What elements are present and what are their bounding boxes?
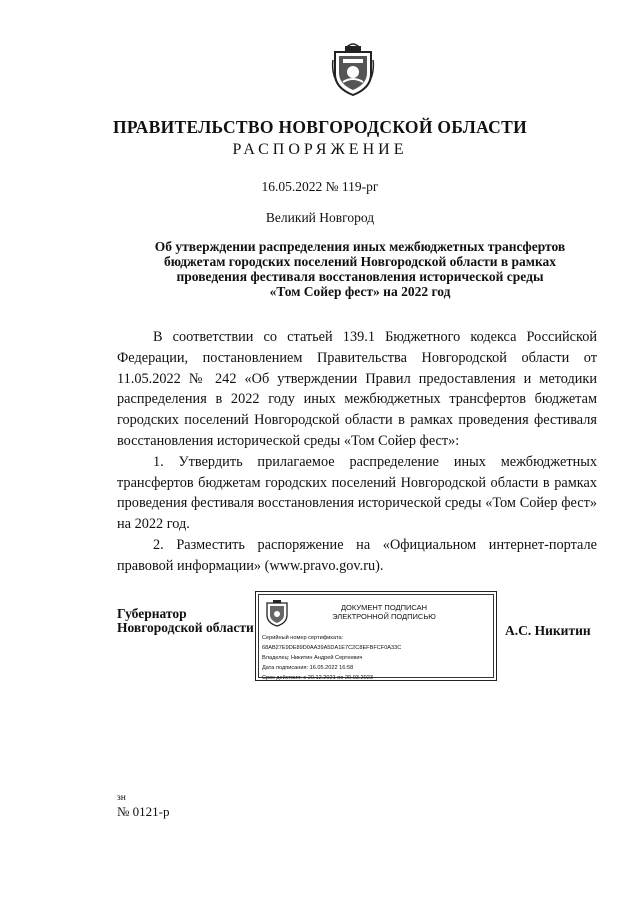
signatory-title-line2: Новгородской области <box>117 620 254 635</box>
registration-number: № 0121-р <box>117 804 170 819</box>
signatory-title <box>117 607 254 635</box>
signatory-title-line1: Губернатор <box>117 606 187 621</box>
body-paragraph: 2. Разместить распоряжение на «Официальном интернет-портале правовой информации» (www.pravo.gov.ru). <box>117 536 597 574</box>
coat-of-arms-icon <box>331 40 375 96</box>
stamp-serial-value: 68AB27E9DE89D0AA39A5DA1E7C2C8EFBFCF0A33C <box>262 645 402 651</box>
document-body <box>117 327 597 577</box>
e-signature-stamp <box>255 591 497 681</box>
stamp-heading <box>299 603 469 621</box>
organization-name: ПРАВИТЕЛЬСТВО НОВГОРОДСКОЙ ОБЛАСТИ <box>113 117 527 137</box>
document-city: Великий Новгород <box>265 210 375 225</box>
signatory-name: А.С. Никитин <box>505 623 591 638</box>
document-date-number: 16.05.2022 № 119-рг <box>261 179 379 194</box>
title-line: проведения фестиваля восстановления исторической среды <box>176 269 544 284</box>
stamp-serial-label: Серийный номер сертификата: <box>262 635 344 641</box>
document-title <box>110 239 610 299</box>
document-footer <box>117 791 169 819</box>
title-line: бюджетам городских поселений Новгородской области в рамках <box>163 254 557 269</box>
coat-of-arms-icon <box>264 599 290 627</box>
document-type: РАСПОРЯЖЕНИЕ <box>232 141 408 158</box>
stamp-validity: Срок действия: с 20.12.2021 по 20.03.2023 <box>262 675 373 681</box>
stamp-heading-line2: ЭЛЕКТРОННОЙ ПОДПИСЬЮ <box>332 612 436 621</box>
title-line: «Том Сойер фест» на 2022 год <box>269 284 451 299</box>
stamp-details <box>262 633 401 683</box>
stamp-signed-date: Дата подписания: 16.05.2022 16:58 <box>262 665 354 671</box>
stamp-owner: Владелец: Никитин Андрей Сергеевич <box>262 655 363 661</box>
body-paragraph: В соответствии со статьей 139.1 Бюджетного кодекса Российской Федерации, постановлением Правительства Новгородской области от 11.05.2022 № 242 «Об утверждении Правил предоставления и методики распределения в 2022 году иных межбюджетных трансфертов бюджетам городских поселений Новгородской области в рамках проведения фестиваля восстановления исторической среды «Том Сойер фест»: <box>117 329 597 449</box>
title-line: Об утверждении распределения иных межбюджетных трансфертов <box>154 239 566 254</box>
executor-initials: зн <box>117 793 126 803</box>
stamp-heading-line1: ДОКУМЕНТ ПОДПИСАН <box>340 603 428 612</box>
body-paragraph: 1. Утвердить прилагаемое распределение иных межбюджетных трансфертов бюджетам городских поселений Новгородской области в рамках проведения фестиваля восстановления исторической среды «Том Сойер фест» на 2022 год. <box>117 453 597 533</box>
